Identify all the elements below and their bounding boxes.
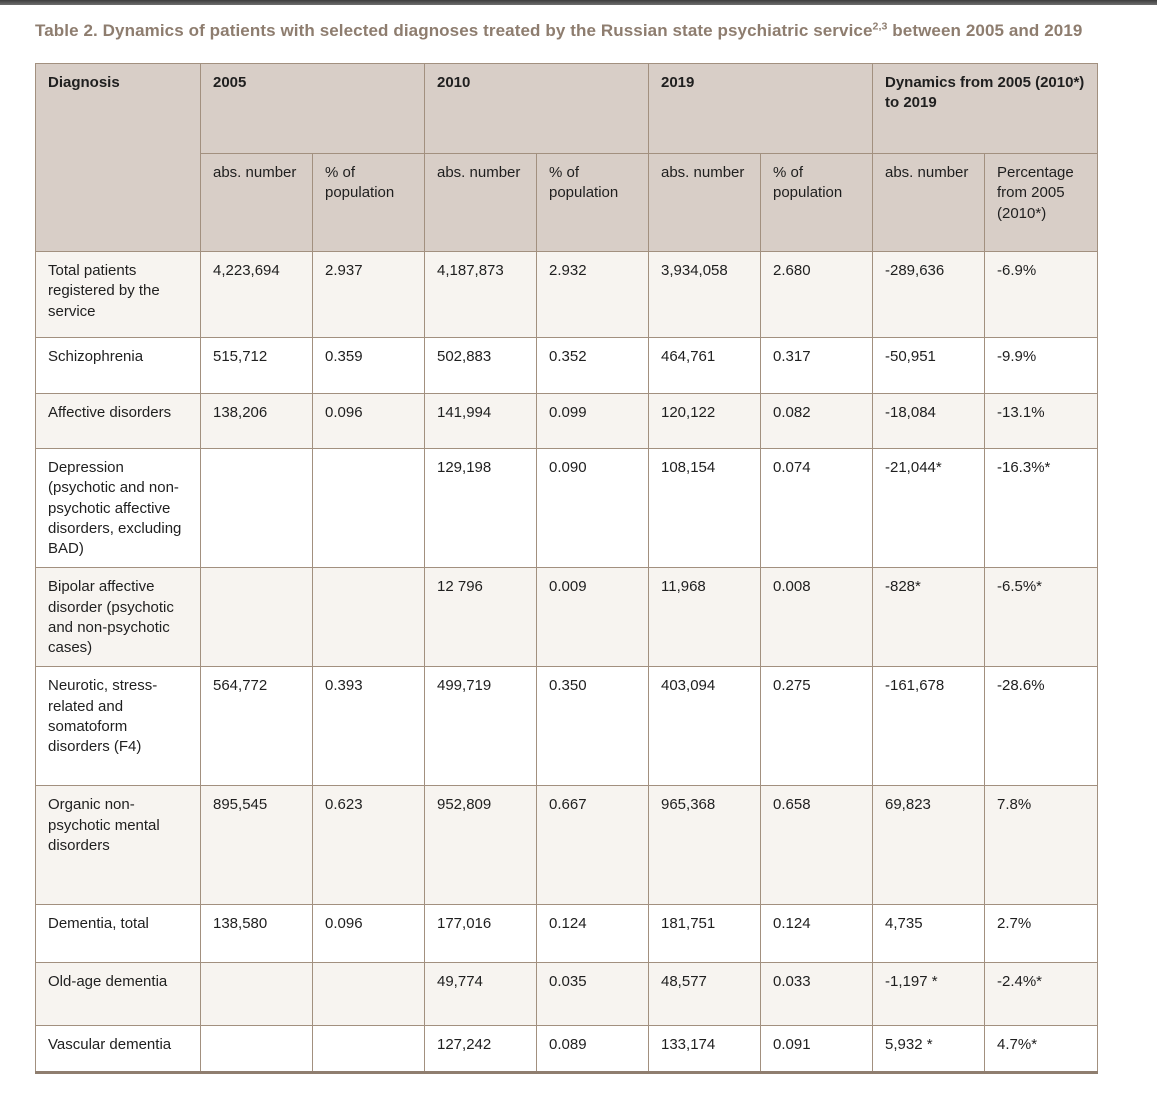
value-cell: 0.350	[537, 667, 649, 786]
value-cell: 0.099	[537, 394, 649, 449]
value-cell	[313, 963, 425, 1026]
table-row	[36, 338, 1098, 394]
value-cell: 464,761	[649, 338, 761, 394]
value-cell: 69,823	[873, 786, 985, 905]
diagnosis-cell: Schizophrenia	[36, 338, 201, 394]
value-cell: 0.096	[313, 394, 425, 449]
caption-suffix: between 2005 and 2019	[887, 21, 1083, 40]
value-cell: 0.089	[537, 1026, 649, 1073]
header-year-2010: 2010	[425, 64, 649, 154]
subheader-2010-abs: abs. number	[425, 154, 537, 252]
value-cell: 181,751	[649, 905, 761, 963]
diagnosis-cell: Neurotic, stress-related and somatoform disorders (F4)	[36, 667, 201, 786]
value-cell: 515,712	[201, 338, 313, 394]
table-row	[36, 394, 1098, 449]
value-cell: 11,968	[649, 568, 761, 667]
value-cell: 0.275	[761, 667, 873, 786]
value-cell	[201, 449, 313, 568]
diagnosis-cell: Total patients registered by the service	[36, 252, 201, 338]
value-cell: 965,368	[649, 786, 761, 905]
value-cell: 49,774	[425, 963, 537, 1026]
caption-superscript: 2,3	[872, 20, 888, 33]
value-cell: 7.8%	[985, 786, 1098, 905]
value-cell: -21,044*	[873, 449, 985, 568]
table-row	[36, 1026, 1098, 1073]
subheader-2019-pct: % of population	[761, 154, 873, 252]
value-cell: -1,197 *	[873, 963, 985, 1026]
value-cell: 0.124	[537, 905, 649, 963]
subheader-2005-pct: % of population	[313, 154, 425, 252]
value-cell: 0.009	[537, 568, 649, 667]
diagnosis-cell: Organic non-psychotic mental disorders	[36, 786, 201, 905]
header-dynamics: Dynamics from 2005 (2010*) to 2019	[873, 64, 1098, 154]
table-body	[36, 252, 1098, 1073]
value-cell: 2.937	[313, 252, 425, 338]
table-row	[36, 963, 1098, 1026]
value-cell: -9.9%	[985, 338, 1098, 394]
value-cell: 141,994	[425, 394, 537, 449]
table-row	[36, 449, 1098, 568]
value-cell	[313, 449, 425, 568]
table-header	[36, 64, 1098, 252]
table-row	[36, 667, 1098, 786]
value-cell	[313, 1026, 425, 1073]
diagnosis-cell: Vascular dementia	[36, 1026, 201, 1073]
diagnosis-cell: Depression (psychotic and non-psychotic affective disorders, excluding BAD)	[36, 449, 201, 568]
diagnosis-cell: Bipolar affective disorder (psychotic and non-psychotic cases)	[36, 568, 201, 667]
value-cell: -161,678	[873, 667, 985, 786]
subheader-dyn-abs: abs. number	[873, 154, 985, 252]
value-cell	[313, 568, 425, 667]
value-cell: 0.393	[313, 667, 425, 786]
value-cell: 127,242	[425, 1026, 537, 1073]
value-cell: 0.667	[537, 786, 649, 905]
value-cell: 4,735	[873, 905, 985, 963]
value-cell: 138,206	[201, 394, 313, 449]
value-cell	[201, 1026, 313, 1073]
value-cell: 129,198	[425, 449, 537, 568]
value-cell: 0.074	[761, 449, 873, 568]
value-cell: 138,580	[201, 905, 313, 963]
table-row	[36, 252, 1098, 338]
value-cell: 48,577	[649, 963, 761, 1026]
table-row	[36, 786, 1098, 905]
value-cell: -6.9%	[985, 252, 1098, 338]
header-year-2019: 2019	[649, 64, 873, 154]
value-cell: 12 796	[425, 568, 537, 667]
value-cell: 0.090	[537, 449, 649, 568]
diagnoses-table	[35, 63, 1098, 1074]
value-cell: 0.033	[761, 963, 873, 1026]
value-cell: 0.091	[761, 1026, 873, 1073]
value-cell: 0.082	[761, 394, 873, 449]
value-cell: -16.3%*	[985, 449, 1098, 568]
value-cell: -50,951	[873, 338, 985, 394]
value-cell: 4,223,694	[201, 252, 313, 338]
value-cell: 0.359	[313, 338, 425, 394]
value-cell: 2.680	[761, 252, 873, 338]
subheader-2005-abs: abs. number	[201, 154, 313, 252]
value-cell: 108,154	[649, 449, 761, 568]
value-cell: 895,545	[201, 786, 313, 905]
diagnosis-cell: Dementia, total	[36, 905, 201, 963]
subheader-2010-pct: % of population	[537, 154, 649, 252]
table-caption	[35, 21, 1157, 41]
value-cell: -28.6%	[985, 667, 1098, 786]
value-cell: 0.352	[537, 338, 649, 394]
value-cell: 4,187,873	[425, 252, 537, 338]
value-cell: -828*	[873, 568, 985, 667]
value-cell: 177,016	[425, 905, 537, 963]
subheader-2019-abs: abs. number	[649, 154, 761, 252]
value-cell: 0.623	[313, 786, 425, 905]
value-cell: 133,174	[649, 1026, 761, 1073]
value-cell	[201, 568, 313, 667]
diagnosis-cell: Old-age dementia	[36, 963, 201, 1026]
value-cell: 5,932 *	[873, 1026, 985, 1073]
article-content	[0, 5, 1157, 1104]
value-cell: -13.1%	[985, 394, 1098, 449]
value-cell: 0.035	[537, 963, 649, 1026]
header-year-2005: 2005	[201, 64, 425, 154]
value-cell: 3,934,058	[649, 252, 761, 338]
value-cell: 952,809	[425, 786, 537, 905]
value-cell: -18,084	[873, 394, 985, 449]
header-group-row	[36, 64, 1098, 154]
value-cell	[201, 963, 313, 1026]
value-cell: -289,636	[873, 252, 985, 338]
table-row	[36, 905, 1098, 963]
value-cell: 499,719	[425, 667, 537, 786]
value-cell: -2.4%*	[985, 963, 1098, 1026]
value-cell: 0.658	[761, 786, 873, 905]
value-cell: 0.008	[761, 568, 873, 667]
value-cell: 0.124	[761, 905, 873, 963]
value-cell: 564,772	[201, 667, 313, 786]
value-cell: 502,883	[425, 338, 537, 394]
caption-text: Table 2. Dynamics of patients with selected diagnoses treated by the Russian state psychiatric service	[35, 21, 873, 40]
value-cell: -6.5%*	[985, 568, 1098, 667]
value-cell: 4.7%*	[985, 1026, 1098, 1073]
subheader-dyn-pct: Percentage from 2005 (2010*)	[985, 154, 1098, 252]
value-cell: 0.096	[313, 905, 425, 963]
value-cell: 2.7%	[985, 905, 1098, 963]
value-cell: 120,122	[649, 394, 761, 449]
table-row	[36, 568, 1098, 667]
header-diagnosis: Diagnosis	[36, 64, 201, 252]
value-cell: 403,094	[649, 667, 761, 786]
value-cell: 2.932	[537, 252, 649, 338]
diagnosis-cell: Affective disorders	[36, 394, 201, 449]
value-cell: 0.317	[761, 338, 873, 394]
